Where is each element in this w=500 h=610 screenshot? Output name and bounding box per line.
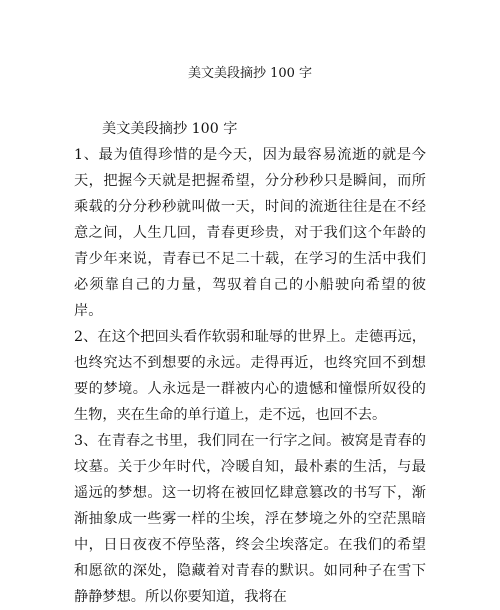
paragraph-2: 2、在这个把回头看作软弱和耻辱的世界上。走德再远，也终究达不到想要的永远。走得再近，也终究回不到想要的梦境。人永远是一群被内心的遗憾和憧憬所奴役的生物，夹在生命的单行道上，走不远，也回不去。 <box>74 329 426 423</box>
section-heading: 美文美段摘抄 100 字 <box>102 121 238 137</box>
document-body <box>74 116 426 610</box>
document-title: 美文美段摘抄 100 字 <box>187 66 313 81</box>
paragraph-3: 3、在青春之书里，我们同在一行字之间。被窝是青春的坟墓。关于少年时代，冷暖自知，最朴素的生活，与最遥远的梦想。这一切将在被回忆肆意篡改的书写下，渐渐抽象成一些雾一样的尘埃，浮在梦境之外的空茫黑暗中，日日夜夜不停坠落，终会尘埃落定。在我们的希望和愿欲的深处，隐藏着对青春的默识。如同种子在雪下静静梦想。所以你要知道，我将在 <box>74 433 426 605</box>
paragraph-1: 1、最为值得珍惜的是今天，因为最容易流逝的就是今天，把握今天就是把握希望，分分秒秒只是瞬间，而所乘载的分分秒秒就叫做一天，时间的流逝往往是在不经意之间，人生几回，青春更珍贵，对于我们这个年龄的青少年来说，青春已不足二十载，在学习的生活中我们必须靠自己的力量，驾驭着自己的小船驶向希望的彼岸。 <box>74 147 426 319</box>
